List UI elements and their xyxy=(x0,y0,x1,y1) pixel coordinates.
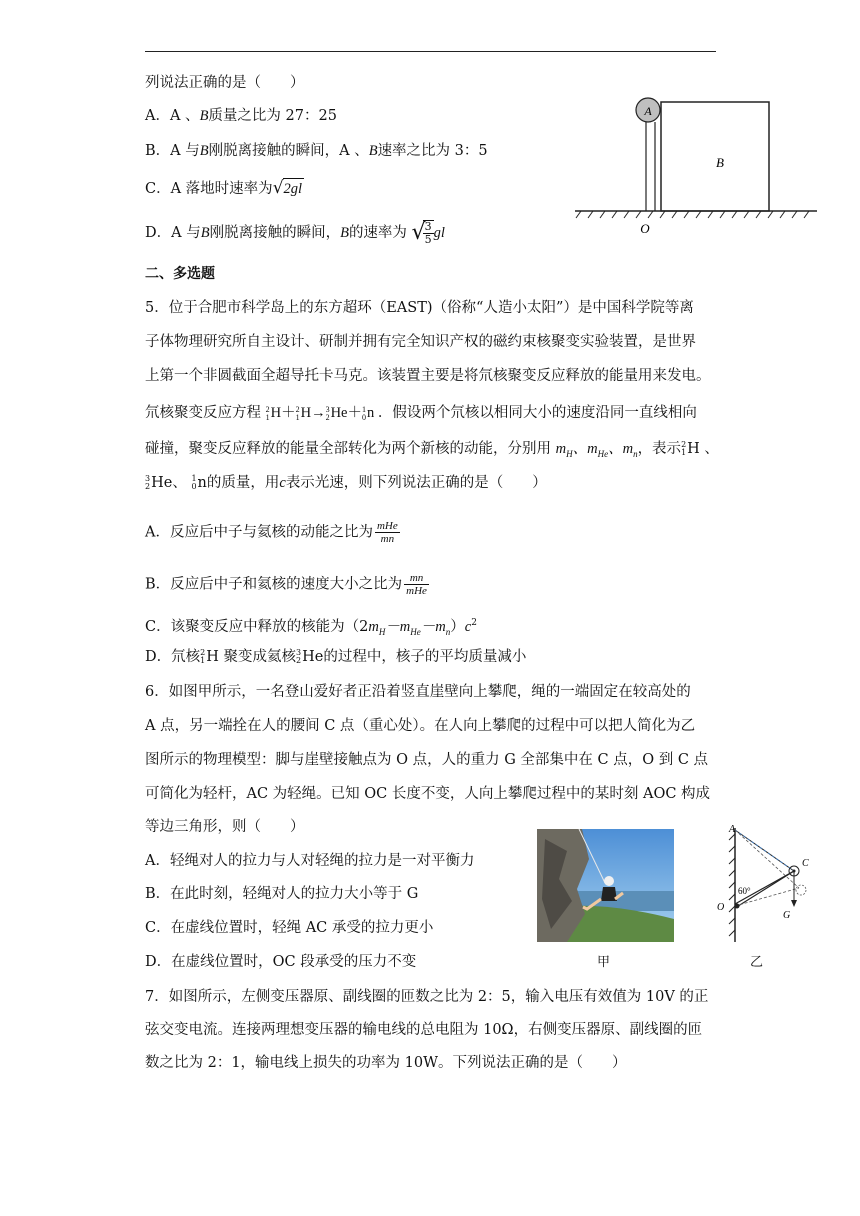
q4-option-d: D．A 与B刚脱离接触的瞬间，B的速率为 √ $\frac{3}{5}$ gl xyxy=(145,220,445,246)
label-g: G xyxy=(783,910,791,921)
q6-option-d: D．在虚线位置时，OC 段承受的压力不变 xyxy=(145,954,417,970)
caption-yi: 乙 xyxy=(750,955,764,970)
label-o: O xyxy=(717,902,725,913)
q7-line-3: 数之比为 2：1，输电线上损失的功率为 10W。下列说法正确的是（ ） xyxy=(145,1055,627,1071)
q4-stem-tail: 列说法正确的是（ ） xyxy=(145,75,305,91)
q6-figure-yi xyxy=(705,822,815,947)
q6-option-b: B．在此时刻，轻绳对人的拉力大小等于 G xyxy=(145,886,419,902)
fusion-equation: 2 1 H＋ 2 1 H→ 3 2 He＋ 1 0 n xyxy=(265,404,378,422)
q5-option-a: A．反应后中子与氦核的动能之比为 $\frac{\text{mHe}}{mn}$ xyxy=(145,520,398,545)
climber-photo xyxy=(537,829,674,942)
q5-line-4: 氘核聚变反应方程 2 1 H＋ 2 1 H→ 3 2 He＋ 1 0 n ．假设两个氘核以相同大小的速度沿同一直线相向 xyxy=(145,404,697,422)
header-rule xyxy=(145,51,716,52)
q5-line-2: 子体物理研究所自主设计、研制并拥有完全知识产权的磁约束核聚变实验装置，是世界 xyxy=(145,334,696,350)
q6-line-2: A 点，另一端拴在人的腰间 C 点（重心处）。在人向上攀爬的过程中可以把人简化为乙 xyxy=(145,718,696,734)
q4-option-a: A．A 、B质量之比为 27：25 xyxy=(145,108,337,124)
label-b: B xyxy=(716,155,724,170)
block-b xyxy=(661,102,769,211)
wall-hatching xyxy=(729,834,735,936)
angle-label: 60° xyxy=(738,886,751,896)
q7-line-1: 7．如图所示，左侧变压器原、副线圈的匝数之比为 2：5，输入电压有效值为 10V 的正 xyxy=(145,989,709,1005)
label-o: O xyxy=(640,221,650,236)
section-title: 二、多选题 xyxy=(145,266,215,282)
q6-option-c: C．在虚线位置时，轻绳 AC 承受的拉力更小 xyxy=(145,920,434,936)
q5-line-6: 3 2 He、 1 0 n的质量，用c表示光速，则下列说法正确的是（ ） xyxy=(145,474,547,491)
q4-option-b: B．A 与B刚脱离接触的瞬间，A 、B速率之比为 3：5 xyxy=(145,143,488,159)
q6-line-3: 图所示的物理模型：脚与崖壁接触点为 O 点，人的重力 G 全部集中在 C 点，O 到 C 点 xyxy=(145,752,709,768)
q5-line-1: 5．位于合肥市科学岛上的东方超环（EAST)（俗称“人造小太阳”）是中国科学院等离 xyxy=(145,300,694,316)
q4-option-c: C．A 落地时速率为√2gl xyxy=(145,178,303,198)
label-a: A xyxy=(729,824,736,835)
q5-option-d: D．氘核 2 1 H 聚变成氦核 3 2 He的过程中，核子的平均质量减小 xyxy=(145,648,527,665)
label-c: C xyxy=(802,858,809,869)
q7-line-2: 弦交变电流。连接两理想变压器的输电线的总电阻为 10Ω，右侧变压器原、副线圈的匝 xyxy=(145,1022,703,1038)
q4-figure xyxy=(575,92,820,240)
q6-line-4: 可简化为轻杆，AC 为轻绳。已知 OC 长度不变，人向上攀爬过程中的某时刻 AOC 构成 xyxy=(145,786,711,802)
q6-line-1: 6．如图甲所示，一名登山爱好者正沿着竖直崖壁向上攀爬，绳的一端固定在较高处的 xyxy=(145,684,691,700)
q5-option-c: C．该聚变反应中释放的核能为$(2m_H-m_{He}-m_n)c^2$ xyxy=(145,618,477,637)
caption-jia: 甲 xyxy=(597,955,611,970)
q6-option-a: A．轻绳对人的拉力与人对轻绳的拉力是一对平衡力 xyxy=(145,853,475,869)
q5-line-3: 上第一个非圆截面全超导托卡马克。该装置主要是将氘核聚变反应释放的能量用来发电。 xyxy=(145,368,711,384)
q6-line-5: 等边三角形，则（ ） xyxy=(145,819,305,835)
q5-option-b: B．反应后中子和氦核的速度大小之比为 $\frac{mn}{\text{mHe}}$ xyxy=(145,572,427,597)
q5-line-5: 碰撞，聚变反应释放的能量全部转化为两个新核的动能，分别用 $m_H$、$m_{He}$、$m_n$，表示 2 1 H 、 xyxy=(145,440,719,459)
ground-hatching xyxy=(576,211,809,218)
label-a: A xyxy=(644,104,652,118)
